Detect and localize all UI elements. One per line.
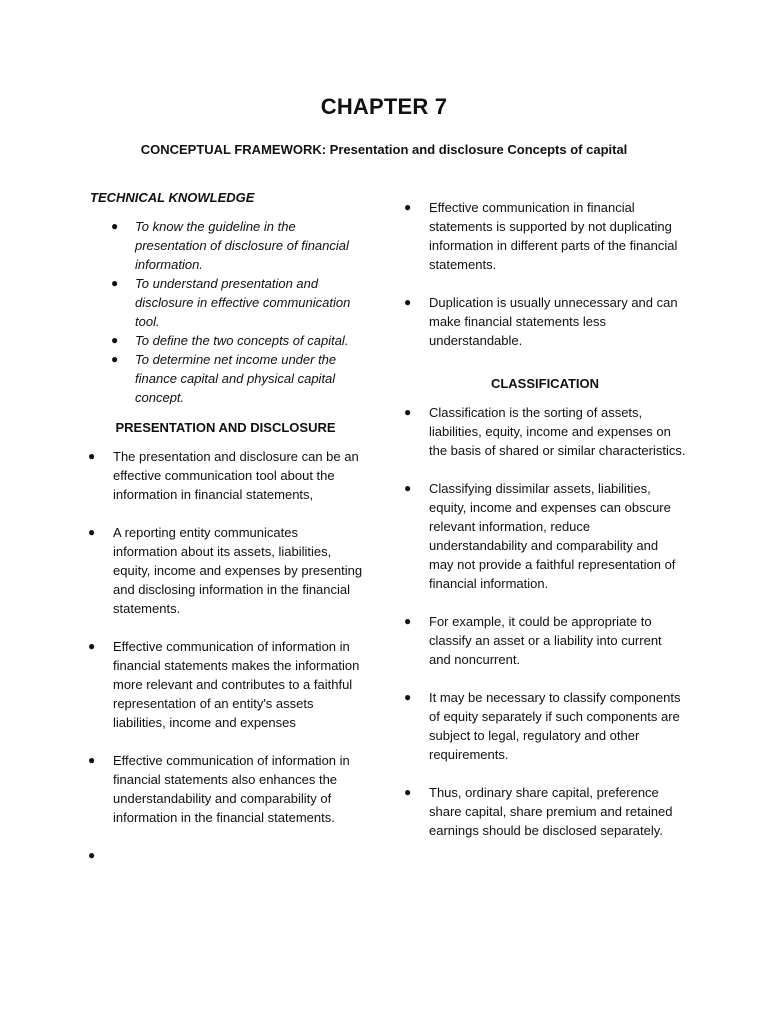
list-item — [88, 447, 363, 504]
list-item — [88, 523, 363, 618]
list-item — [404, 783, 686, 840]
bullet-icon: ● — [404, 785, 412, 799]
intro-list — [404, 198, 686, 350]
list-item — [88, 350, 363, 407]
bullet-icon: ● — [404, 405, 412, 419]
list-item-text: For example, it could be appropriate to classify an asset or a liability into current and noncurrent. — [429, 614, 662, 667]
bullet-icon: ● — [88, 525, 96, 539]
classification-heading: CLASSIFICATION — [490, 376, 600, 391]
classification-list — [404, 403, 686, 840]
bullet-icon: ● — [404, 481, 412, 495]
list-item-text: Duplication is usually unnecessary and can make financial statements less understandable. — [429, 295, 678, 348]
list-item-text: It may be necessary to classify components of equity separately if such components are subject to legal, regulatory and other requirements. — [429, 690, 681, 762]
bullet-icon: ● — [404, 690, 412, 704]
list-item — [88, 637, 363, 732]
left-column — [88, 188, 363, 884]
list-item — [404, 479, 686, 593]
bullet-icon: ● — [404, 200, 412, 214]
list-item-text: Classification is the sorting of assets, liabilities, equity, income and expenses on the basis of shared or similar characteristics. — [429, 405, 686, 458]
list-item — [88, 274, 363, 331]
bullet-icon: ● — [88, 848, 96, 862]
list-item-empty — [88, 846, 363, 865]
list-item-text: Thus, ordinary share capital, preference share capital, share premium and retained earnings should be disclosed separately. — [429, 785, 673, 838]
list-item — [404, 688, 686, 764]
list-item-text: Classifying dissimilar assets, liabilities, equity, income and expenses can obscure relevant information, reduce understandability and comparability and may not provide a faithful representation of financial information. — [429, 481, 676, 591]
bullet-icon: ● — [88, 449, 96, 463]
technical-knowledge-heading: TECHNICAL KNOWLEDGE — [90, 190, 255, 205]
list-item — [404, 612, 686, 669]
list-item-text: To understand presentation and disclosure in effective communication tool. — [135, 276, 351, 329]
bullet-icon: ● — [111, 352, 119, 366]
presentation-list — [88, 447, 363, 865]
list-item — [88, 217, 363, 274]
list-item — [404, 198, 686, 274]
list-item-text: Effective communication of information in financial statements also enhances the understandability and comparability of information in the financial statements. — [113, 753, 350, 825]
list-item-text: To define the two concepts of capital. — [135, 333, 349, 348]
chapter-title: CHAPTER 7 — [320, 94, 448, 119]
list-item — [88, 751, 363, 827]
list-item-text: To know the guideline in the presentation of disclosure of financial information. — [135, 219, 349, 272]
list-item — [88, 331, 363, 350]
list-item — [404, 293, 686, 350]
bullet-icon: ● — [404, 295, 412, 309]
right-column — [404, 198, 686, 859]
list-item-text: To determine net income under the finance capital and physical capital concept. — [135, 352, 337, 405]
presentation-heading: PRESENTATION AND DISCLOSURE — [115, 420, 336, 435]
list-item-text: A reporting entity communicates information about its assets, liabilities, equity, income and expenses by presenting and disclosing information in the financial statements. — [113, 525, 363, 616]
list-item — [404, 403, 686, 460]
list-item-text: Effective communication of information in financial statements makes the information more relevant and contributes to a faithful representation of an entity's assets liabilities, income and expenses — [113, 639, 360, 730]
chapter-subtitle: CONCEPTUAL FRAMEWORK: Presentation and disclosure Concepts of capital — [140, 142, 628, 157]
bullet-icon: ● — [111, 276, 119, 290]
bullet-icon: ● — [88, 753, 96, 767]
bullet-icon: ● — [88, 639, 96, 653]
bullet-icon: ● — [111, 333, 119, 347]
bullet-icon: ● — [111, 219, 119, 233]
list-item-text: The presentation and disclosure can be an effective communication tool about the information in financial statements, — [113, 449, 359, 502]
technical-knowledge-list — [88, 217, 363, 407]
bullet-icon: ● — [404, 614, 412, 628]
list-item-text: Effective communication in financial statements is supported by not duplicating information in different parts of the financial statements. — [429, 200, 678, 272]
